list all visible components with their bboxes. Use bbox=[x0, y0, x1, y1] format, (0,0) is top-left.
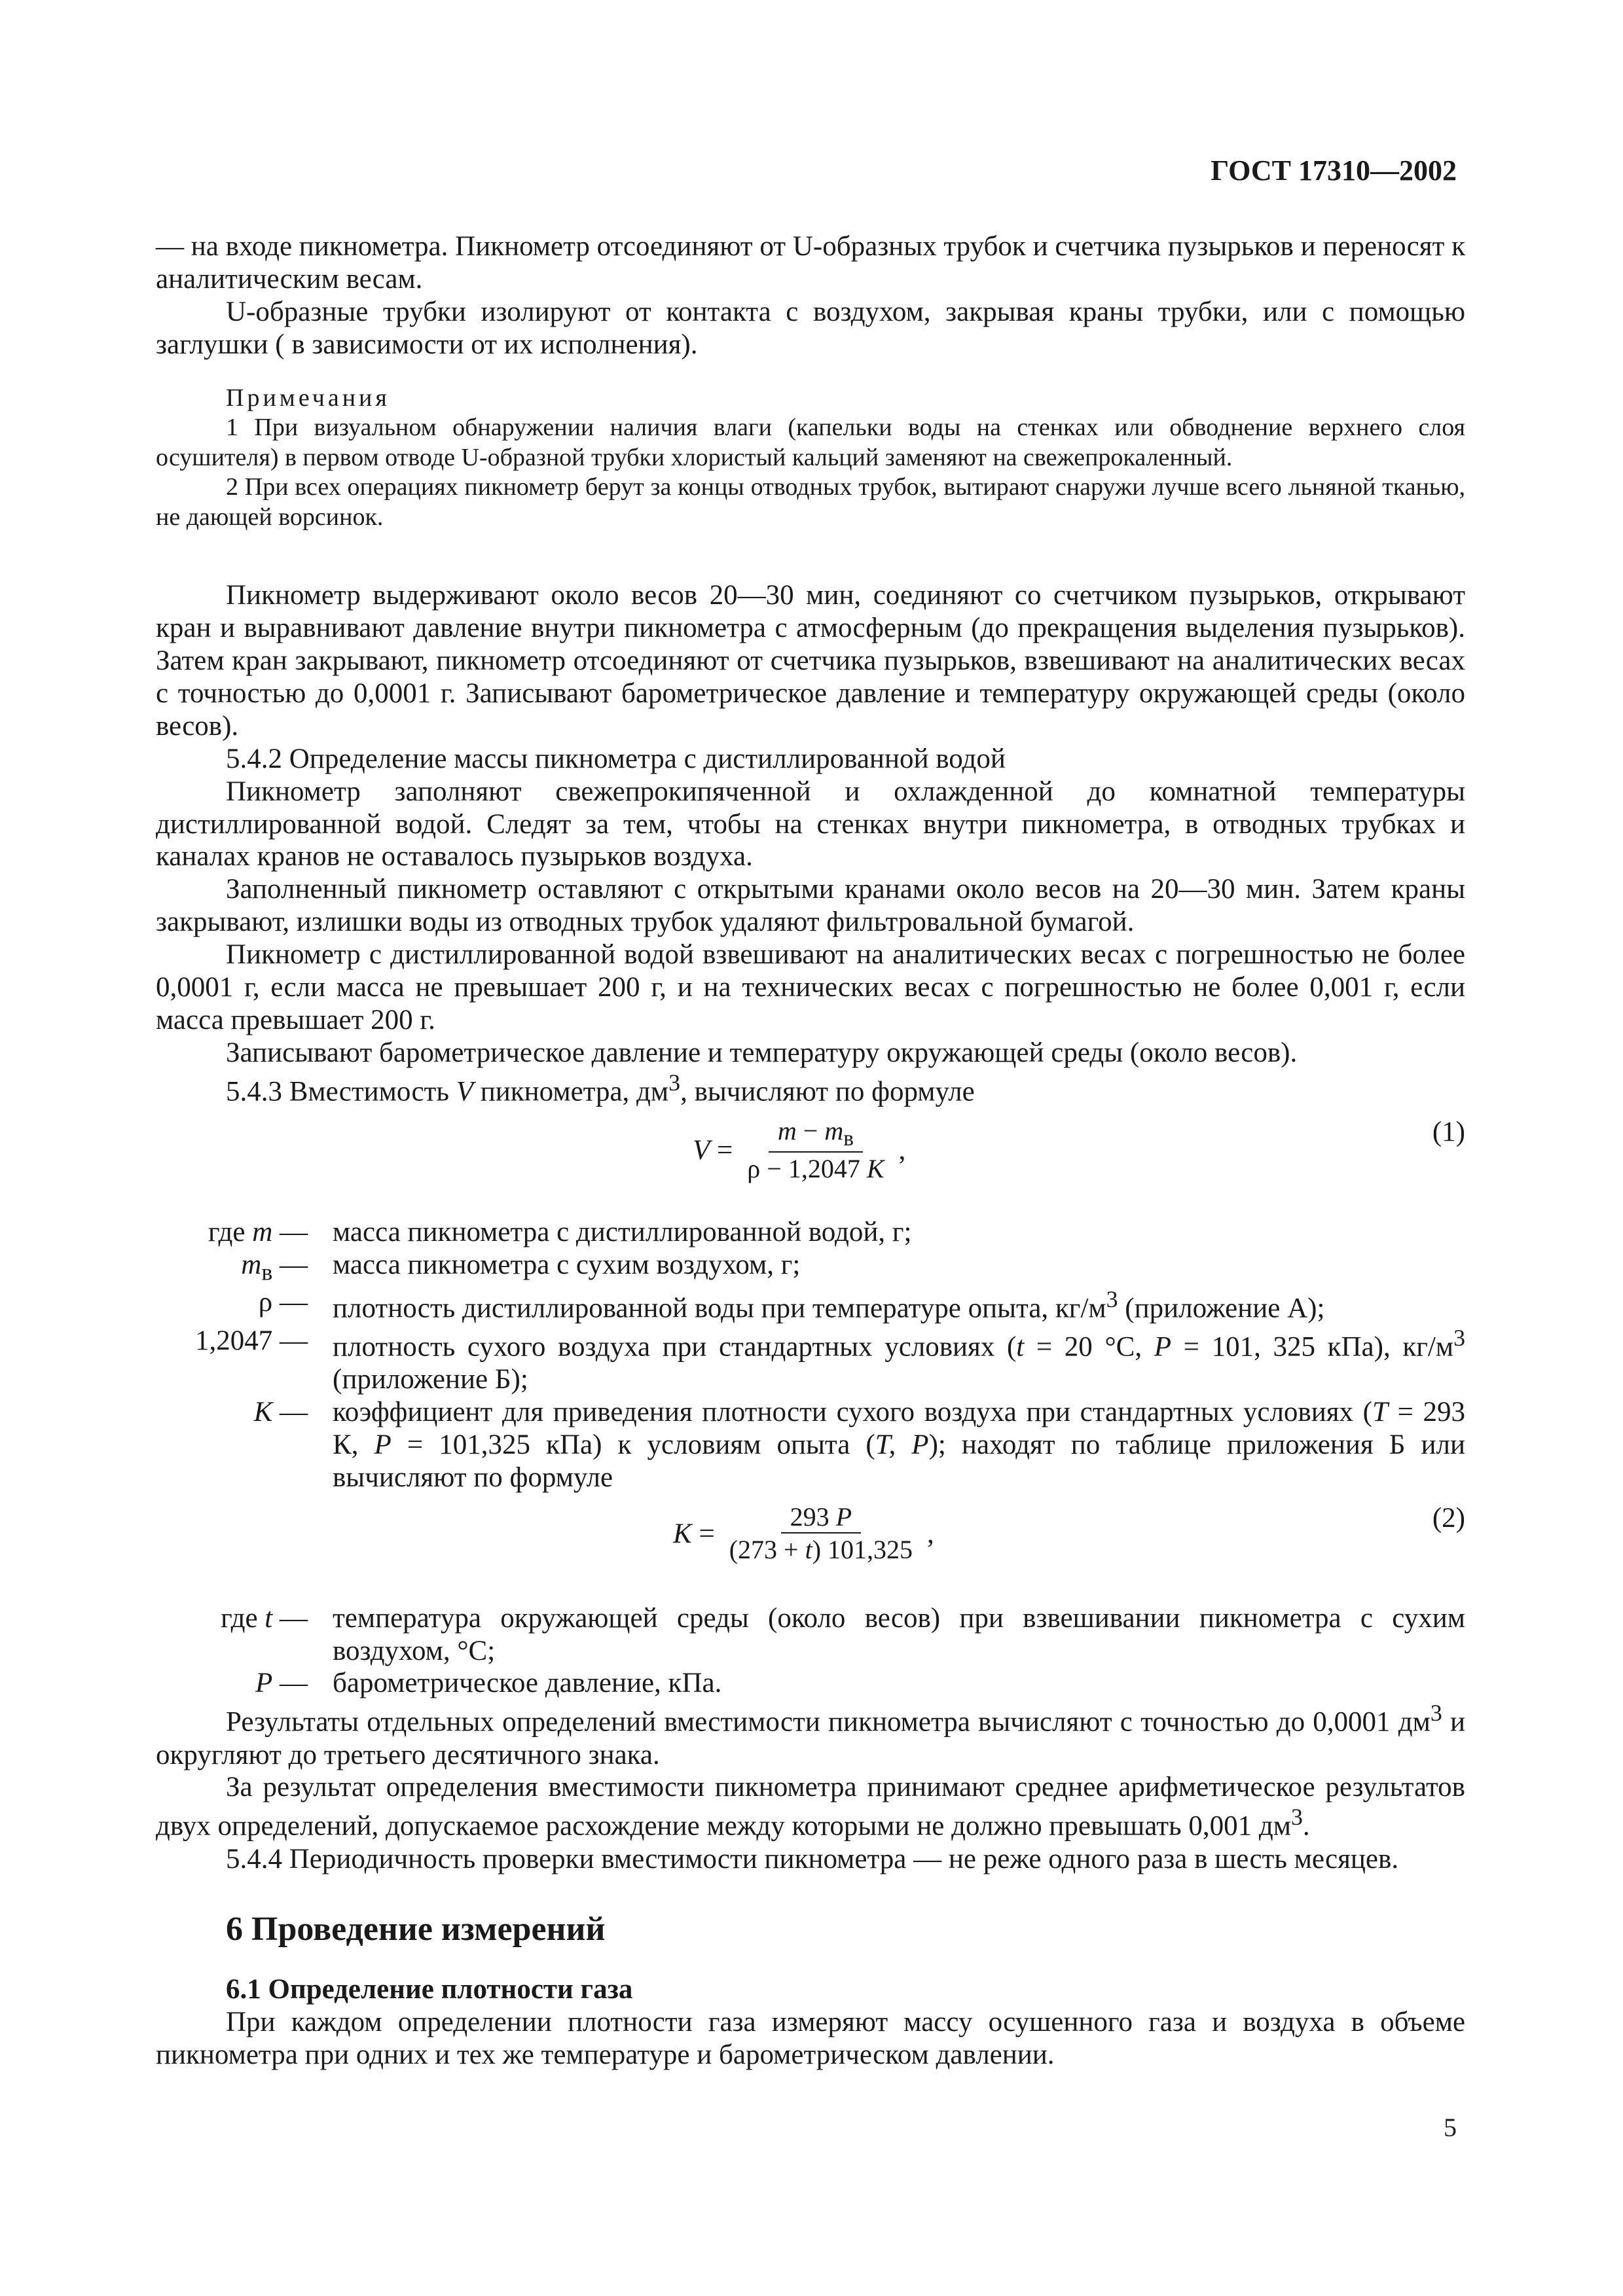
definition-term: ρ — bbox=[258, 1286, 308, 1318]
definition-row bbox=[156, 1325, 1465, 1396]
definition-term: P — bbox=[255, 1668, 308, 1699]
definition-row bbox=[156, 1667, 1465, 1700]
definition-text: барометрическое давление, кПа. bbox=[333, 1668, 722, 1699]
definition-row bbox=[156, 1286, 1465, 1325]
definition-text: плотность сухого воздуха при стандартных условиях (t = 20 °С, P = 101, 325 кПа), $кг/м^3$ (приложение Б); bbox=[333, 1325, 1465, 1395]
note-item: 2 При всех операциях пикнометр берут за концы отводных трубок, вытирают снаружи лучше всего льняной тканью, не дающей ворсинок. bbox=[156, 473, 1465, 531]
subsection-heading: 6.1 Определение плотности газа bbox=[226, 1973, 633, 2005]
notes-title: Примечания bbox=[226, 384, 390, 412]
paragraph: — на входе пикнометра. Пикнометр отсоединяют от U-образных трубок и счетчика пузырьков и переносят к аналитическим весам. bbox=[156, 231, 1465, 295]
paragraph: За результат определения вместимости пикнометра принимают среднее арифметическое результатов двух определений, допускаемое расхождение между которыми не должно превышать 0,001 $дм^3$. bbox=[156, 1772, 1465, 1842]
definition-row bbox=[156, 1249, 1465, 1286]
paragraph: Пикнометр выдерживают около весов 20—30 мин, соединяют со счетчиком пузырьков, открывают кран и выравнивают давление внутри пикнометра с атмосферным (до прекращения выделения пузырьков). Затем кран закрывают, пикнометр отсоединяют от счетчика пузырьков, взвешивают на аналитических весах с точностью до 0,0001 г. Записывают барометрическое давление и температуру окружающей среды (около весов). bbox=[156, 580, 1465, 742]
paragraph: 5.4.4 Периодичность проверки вместимости пикнометра — не реже одного раза в шесть месяцев. bbox=[226, 1843, 1399, 1874]
paragraph: Пикнометр заполняют свежепрокипяченной и охлажденной до комнатной температуры дистиллированной водой. Следят за тем, чтобы на стенках внутри пикнометра, в отводных трубках и каналах кранов не оставалось пузырьков воздуха. bbox=[156, 776, 1465, 872]
paragraph: При каждом определении плотности газа измеряют массу осушенного газа и воздуха в объеме пикнометра при одних и тех же температуре и барометрическом давлении. bbox=[156, 2007, 1465, 2071]
formula-lhs: V = bbox=[693, 1135, 733, 1166]
definition-row bbox=[156, 1216, 1465, 1249]
formula-lhs: K = bbox=[673, 1518, 715, 1549]
formula-number: (2) bbox=[1432, 1502, 1465, 1534]
page-content bbox=[156, 230, 1465, 2072]
definitions-list bbox=[156, 1216, 1465, 1494]
formula-1: V = $\frac{m - m_в}{\rho - 1,2047 K}$ , (1) bbox=[156, 1116, 1465, 1204]
definition-row bbox=[156, 1602, 1465, 1668]
formula-fraction: $\frac{m - m_в}{\rho - 1,2047 K}$ bbox=[747, 1115, 884, 1184]
formula-fraction: $\frac{293 P}{(273 + t) 101,325}$ bbox=[729, 1501, 913, 1564]
definition-term: где t — bbox=[221, 1602, 308, 1634]
definition-text: плотность дистиллированной воды при температуре опыта, $кг/м^3$ (приложение А); bbox=[333, 1285, 1325, 1324]
definition-term: 1,2047 — bbox=[195, 1325, 308, 1357]
note-item: 1 При визуальном обнаружении наличия влаги (капельки воды на стенках или обводнение верхнего слоя осушителя) в первом отводе U-образной трубки хлористый кальций заменяют на свежепрокаленный. bbox=[156, 414, 1465, 471]
paragraph: Результаты отдельных определений вместимости пикнометра вычисляют с точностью до 0,0001 $дм^3$ и округляют до третьего десятичного знака. bbox=[156, 1700, 1465, 1770]
definition-term: K — bbox=[253, 1397, 308, 1428]
formula-number: (1) bbox=[1432, 1116, 1465, 1147]
definition-text: масса пикнометра с сухим воздухом, г; bbox=[333, 1249, 801, 1280]
page-number: 5 bbox=[1444, 2113, 1457, 2142]
definition-term: где m — bbox=[208, 1216, 308, 1247]
document-id-header: ГОСТ 17310—2002 bbox=[1211, 154, 1457, 187]
paragraph: Заполненный пикнометр оставляют с открытыми кранами около весов на 20—30 мин. Затем краны закрывают, излишки воды из отводных трубок удаляют фильтровальной бумагой. bbox=[156, 874, 1465, 938]
definition-text: коэффициент для приведения плотности сухого воздуха при стандартных условиях (T = 293 К, P = 101,325 кПа) к условиям опыта (T, P); находят по таблице приложения Б или вычисляют по формуле bbox=[333, 1397, 1465, 1493]
section-heading: 6 Проведение измерений bbox=[226, 1910, 606, 1948]
definition-text: масса пикнометра с дистиллированной водой, г; bbox=[333, 1216, 912, 1247]
definition-row bbox=[156, 1396, 1465, 1494]
subsection-heading: 5.4.2 Определение массы пикнометра с дистиллированной водой bbox=[226, 743, 1006, 774]
paragraph: Пикнометр с дистиллированной водой взвешивают на аналитических весах с погрешностью не более 0,0001 г, если масса не превышает 200 г, и на технических весах с погрешностью не более 0,001 г, если масса превышает 200 г. bbox=[156, 939, 1465, 1035]
formula-2: K = $\frac{293 P}{(273 + t) 101,325}$ , (2) bbox=[156, 1502, 1465, 1590]
definition-term: $m_в$ — bbox=[241, 1249, 308, 1285]
definitions-list bbox=[156, 1602, 1465, 1700]
paragraph: 5.4.3 Вместимость V пикнометра, $дм^3$, вычисляют по формуле bbox=[226, 1069, 975, 1107]
paragraph: Записывают барометрическое давление и температуру окружающей среды (около весов). bbox=[226, 1037, 1298, 1068]
paragraph: U-образные трубки изолируют от контакта с воздухом, закрывая краны трубки, или с помощью заглушки ( в зависимости от их исполнения). bbox=[156, 296, 1465, 360]
definition-text: температура окружающей среды (около весов) при взвешивании пикнометра с сухим воздухом, °С; bbox=[333, 1602, 1465, 1666]
